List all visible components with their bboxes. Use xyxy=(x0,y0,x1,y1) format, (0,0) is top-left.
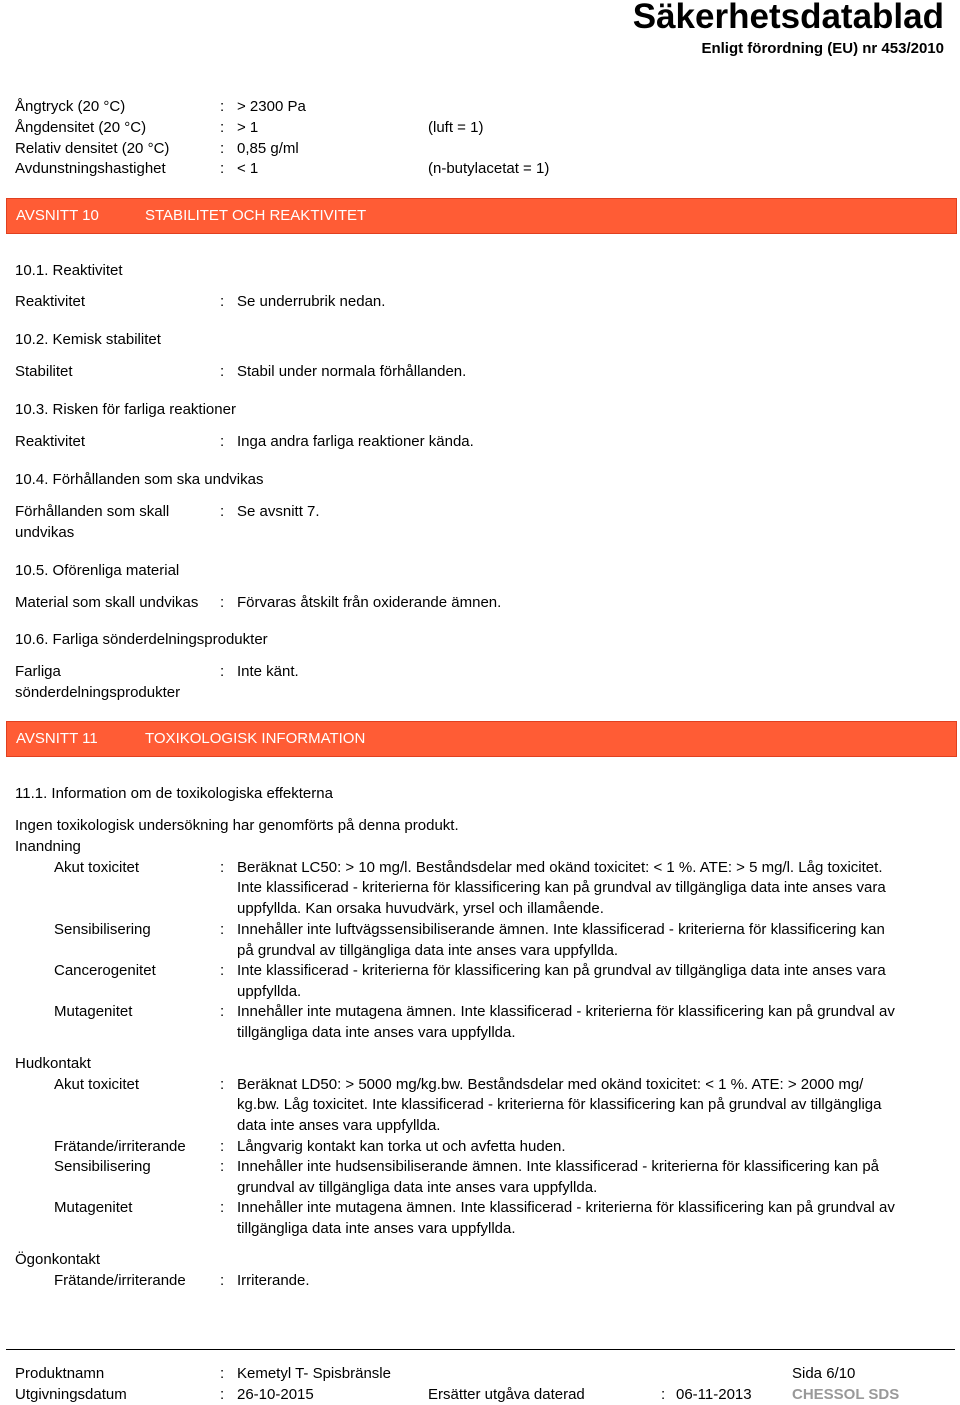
subsection-heading: 10.3. Risken för farliga reaktioner xyxy=(15,401,236,418)
footer-divider xyxy=(6,1349,955,1350)
colon: : xyxy=(220,594,225,611)
tox-value: data inte anses vara uppfyllda. xyxy=(237,1117,441,1134)
tox-value: tillgängliga data inte anses vara uppfyllda. xyxy=(237,1220,516,1237)
colon: : xyxy=(220,1158,225,1175)
tox-value: Långvarig kontakt kan torka ut och avfetta huden. xyxy=(237,1138,566,1155)
tox-label: Sensibilisering xyxy=(54,921,151,938)
property-label: Ångtryck (20 °C) xyxy=(15,98,126,115)
footer-date-label: Utgivningsdatum xyxy=(15,1386,127,1403)
tox-value: Inte klassificerad - kriterierna för klassificering kan på grundval av tillgängliga data inte anses vara xyxy=(237,879,886,896)
tox-value: uppfyllda. Kan orsaka huvudvärk, yrsel och illamående. xyxy=(237,900,604,917)
subsection-heading: 10.4. Förhållanden som ska undvikas xyxy=(15,471,264,488)
footer-product-value: Kemetyl T- Spisbränsle xyxy=(237,1365,391,1382)
colon: : xyxy=(661,1386,666,1403)
property-value: > 2300 Pa xyxy=(237,98,306,115)
tox-value: Innehåller inte hudsensibiliserande ämnen. Inte klassificerad - kriterierna för klassificering kan på xyxy=(237,1158,879,1175)
tox-label: Cancerogenitet xyxy=(54,962,156,979)
tox-value: uppfyllda. xyxy=(237,983,302,1000)
tox-label: Mutagenitet xyxy=(54,1199,133,1216)
tox-label: Mutagenitet xyxy=(54,1003,133,1020)
subsection-heading: 11.1. Information om de toxikologiska effekterna xyxy=(15,785,333,802)
intro-text: Ingen toxikologisk undersökning har genomförts på denna produkt. xyxy=(15,817,459,834)
section-title: TOXIKOLOGISK INFORMATION xyxy=(145,730,366,747)
tox-value: Irriterande. xyxy=(237,1272,310,1289)
colon: : xyxy=(220,98,225,115)
subsection-heading: 10.2. Kemisk stabilitet xyxy=(15,331,161,348)
colon: : xyxy=(220,1199,225,1216)
colon: : xyxy=(220,160,225,177)
tox-value: Innehåller inte mutagena ämnen. Inte klassificerad - kriterierna för klassificering kan på grundval av xyxy=(237,1199,895,1216)
field-value: Inga andra farliga reaktioner kända. xyxy=(237,433,474,450)
section-number: AVSNITT 10 xyxy=(16,207,99,224)
colon: : xyxy=(220,1076,225,1093)
subsection-heading: 10.6. Farliga sönderdelningsprodukter xyxy=(15,631,268,648)
tox-label: Akut toxicitet xyxy=(54,859,140,876)
field-label: Stabilitet xyxy=(15,363,73,380)
colon: : xyxy=(220,1003,225,1020)
section-10-bar xyxy=(6,198,957,234)
tox-label: Akut toxicitet xyxy=(54,1076,140,1093)
tox-value: kg.bw. Låg toxicitet. Inte klassificerad - kriterierna för klassificering kan på grundval av tillgängliga xyxy=(237,1096,882,1113)
footer-replaces-value: 06-11-2013 xyxy=(676,1386,752,1403)
section-number: AVSNITT 11 xyxy=(16,730,98,747)
colon: : xyxy=(220,921,225,938)
footer-replaces-label: Ersätter utgåva daterad xyxy=(428,1386,585,1403)
field-label-cont: sönderdelningsprodukter xyxy=(15,684,181,701)
colon: : xyxy=(220,1138,225,1155)
colon: : xyxy=(220,1365,225,1382)
colon: : xyxy=(220,363,225,380)
tox-value: Inte klassificerad - kriterierna för klassificering kan på grundval av tillgängliga data inte anses vara xyxy=(237,962,886,979)
property-value: > 1 xyxy=(237,119,259,136)
tox-value: tillgängliga data inte anses vara uppfyllda. xyxy=(237,1024,516,1041)
colon: : xyxy=(220,503,225,520)
brand-label: CHESSOL SDS xyxy=(792,1386,900,1403)
subsection-heading: 10.1. Reaktivitet xyxy=(15,262,123,279)
page-number: Sida 6/10 xyxy=(792,1365,856,1382)
colon: : xyxy=(220,433,225,450)
field-value: Se avsnitt 7. xyxy=(237,503,320,520)
tox-value: Innehåller inte mutagena ämnen. Inte klassificerad - kriterierna för klassificering kan på grundval av xyxy=(237,1003,895,1020)
footer-date-value: 26-10-2015 xyxy=(237,1386,314,1403)
colon: : xyxy=(220,1386,225,1403)
document-title: Säkerhetsdatablad xyxy=(632,0,944,36)
colon: : xyxy=(220,663,225,680)
field-label: Förhållanden som skall xyxy=(15,503,170,520)
field-label: Farliga xyxy=(15,663,61,680)
property-note: (n-butylacetat = 1) xyxy=(428,160,550,177)
field-label: Reaktivitet xyxy=(15,293,86,310)
exposure-route-title: Ögonkontakt xyxy=(15,1251,101,1268)
exposure-route-title: Hudkontakt xyxy=(15,1055,91,1072)
colon: : xyxy=(220,293,225,310)
field-value: Stabil under normala förhållanden. xyxy=(237,363,467,380)
exposure-route-title: Inandning xyxy=(15,838,81,855)
tox-value: på grundval av tillgängliga data inte anses vara uppfyllda. xyxy=(237,942,619,959)
colon: : xyxy=(220,962,225,979)
field-value: Inte känt. xyxy=(237,663,299,680)
tox-value: Beräknat LC50: > 10 mg/l. Beståndsdelar med okänd toxicitet: < 1 %. ATE: > 5 mg/l. Låg toxicitet. xyxy=(237,859,883,876)
tox-value: Beräknat LD50: > 5000 mg/kg.bw. Beståndsdelar med okänd toxicitet: < 1 %. ATE: > 2000 mg/ xyxy=(237,1076,864,1093)
property-value: < 1 xyxy=(237,160,259,177)
tox-label: Frätande/irriterande xyxy=(54,1272,186,1289)
field-label: Material som skall undvikas xyxy=(15,594,199,611)
tox-label: Sensibilisering xyxy=(54,1158,151,1175)
colon: : xyxy=(220,119,225,136)
tox-label: Frätande/irriterande xyxy=(54,1138,186,1155)
field-label: Reaktivitet xyxy=(15,433,86,450)
property-label: Avdunstningshastighet xyxy=(15,160,166,177)
colon: : xyxy=(220,140,225,157)
section-title: STABILITET OCH REAKTIVITET xyxy=(145,207,367,224)
colon: : xyxy=(220,859,225,876)
field-value: Förvaras åtskilt från oxiderande ämnen. xyxy=(237,594,502,611)
section-11-bar xyxy=(6,721,957,757)
document-subtitle: Enligt förordning (EU) nr 453/2010 xyxy=(701,40,944,57)
tox-value: grundval av tillgängliga data inte anses vara uppfyllda. xyxy=(237,1179,598,1196)
colon: : xyxy=(220,1272,225,1289)
field-label-cont: undvikas xyxy=(15,524,75,541)
tox-value: Innehåller inte luftvägssensibiliserande ämnen. Inte klassificerad - kriterierna för klassificering kan xyxy=(237,921,885,938)
property-note: (luft = 1) xyxy=(428,119,484,136)
property-label: Relativ densitet (20 °C) xyxy=(15,140,170,157)
subsection-heading: 10.5. Oförenliga material xyxy=(15,562,180,579)
footer-product-label: Produktnamn xyxy=(15,1365,105,1382)
property-label: Ångdensitet (20 °C) xyxy=(15,119,147,136)
field-value: Se underrubrik nedan. xyxy=(237,293,386,310)
property-value: 0,85 g/ml xyxy=(237,140,299,157)
